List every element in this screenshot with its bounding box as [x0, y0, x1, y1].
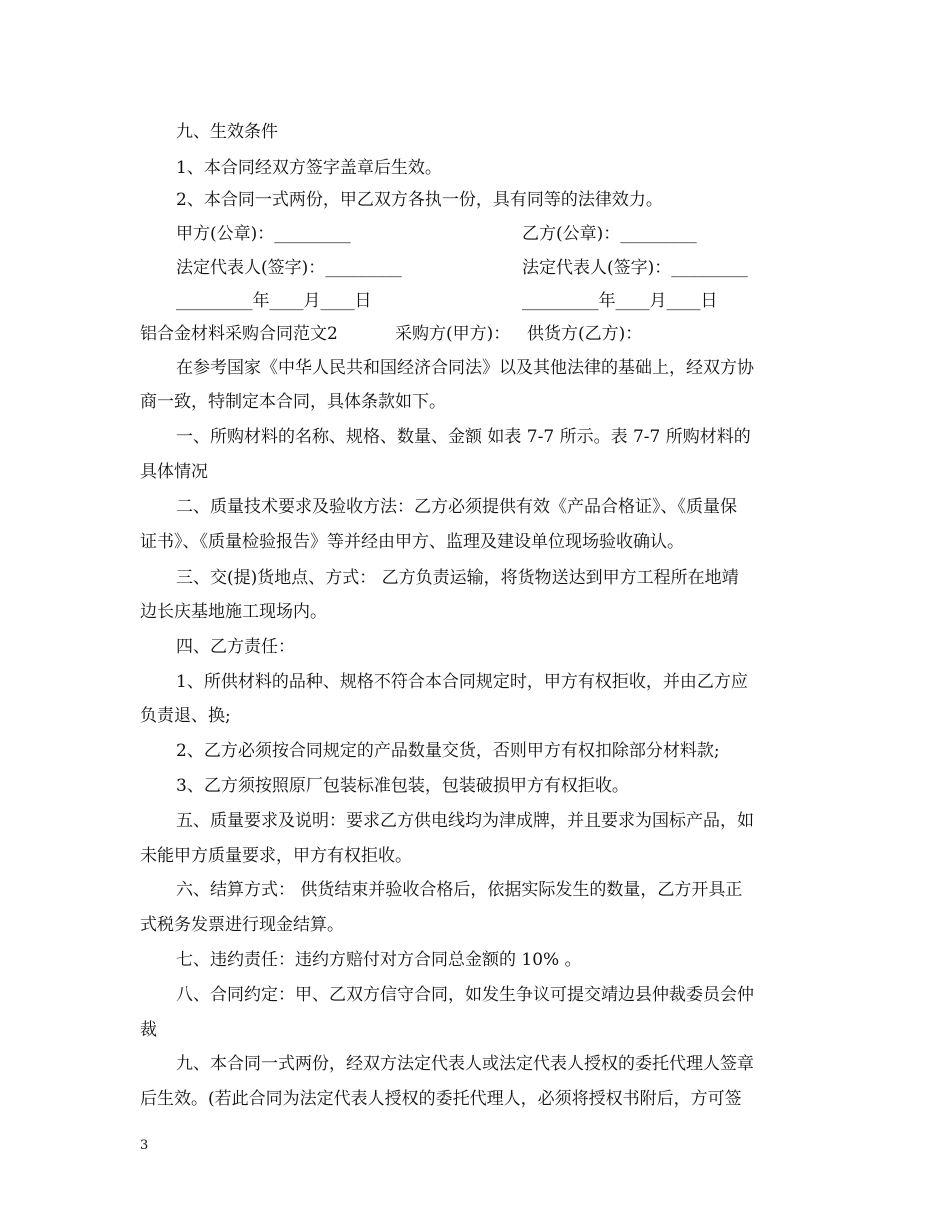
text-line: 1、所供材料的品种、规格不符合本合同规定时，甲方有权拒收，并由乙方应: [176, 672, 748, 692]
text-line: 九、生效条件: [176, 122, 278, 142]
text-line: 七、违约责任：违约方赔付对方合同总金额的 10% 。: [176, 950, 582, 970]
page-number: 3: [140, 1138, 149, 1153]
date-line-party-b: _________年____月____日: [522, 291, 718, 311]
text-line: 二、质量技术要求及验收方法：乙方必须提供有效《产品合格证》、《质量保: [176, 497, 737, 517]
text-line: 未能甲方质量要求，甲方有权拒收。: [140, 846, 412, 866]
text-line: 负责退、换;: [140, 706, 231, 726]
text-line: 四、乙方责任：: [176, 637, 295, 657]
signature-line-party-a-rep: 法定代表人(签字)：_________: [176, 258, 402, 278]
signature-line-party-b-seal: 乙方(公章)：_________: [522, 224, 697, 244]
text-line: 后生效。(若此合同为法定代表人授权的委托代理人，必须将授权书附后，方可签: [140, 1089, 742, 1109]
text-line: 八、合同约定：甲、乙双方信守合同，如发生争议可提交靖边县仲裁委员会仲: [176, 985, 754, 1005]
supplier-label: 供货方(乙方)：: [527, 324, 643, 344]
text-line: 2、乙方必须按合同规定的产品数量交货，否则甲方有权扣除部分材料款;: [176, 741, 720, 761]
section-title: 铝合金材料采购合同范文2: [140, 324, 338, 344]
text-line: 证书》、《质量检验报告》等并经由甲方、监理及建设单位现场验收确认。: [140, 532, 684, 552]
text-line: 3、乙方须按照原厂包装标准包装，包装破损甲方有权拒收。: [176, 776, 629, 796]
text-line: 五、质量要求及说明：要求乙方供电线均为津成牌，并且要求为国标产品，如: [176, 811, 754, 831]
signature-line-party-b-rep: 法定代表人(签字)：_________: [522, 258, 748, 278]
text-line: 边长庆基地施工现场内。: [140, 602, 327, 622]
text-line: 裁: [140, 1020, 157, 1040]
text-line: 商一致，特制定本合同，具体条款如下。: [140, 392, 446, 412]
text-line: 2、本合同一式两份，甲乙双方各执一份，具有同等的法律效力。: [176, 190, 663, 210]
signature-line-party-a-seal: 甲方(公章)：_________: [176, 224, 351, 244]
text-line: 六、结算方式： 供货结束并验收合格后，依据实际发生的数量，乙方开具正: [176, 880, 743, 900]
text-line: 在参考国家《中华人民共和国经济合同法》以及其他法律的基础上，经双方协: [176, 358, 754, 378]
text-line: 式税务发票进行现金结算。: [140, 915, 344, 935]
text-line: 1、本合同经双方签字盖章后生效。: [176, 158, 442, 178]
date-line-party-a: _________年____月____日: [176, 291, 372, 311]
buyer-label: 采购方(甲方)：: [395, 324, 511, 344]
text-line: 一、所购材料的名称、规格、数量、金额 如表 7-7 所示。表 7-7 所购材料的: [176, 427, 751, 447]
text-line: 具体情况: [140, 462, 208, 482]
text-line: 九、本合同一式两份，经双方法定代表人或法定代表人授权的委托代理人签章: [176, 1054, 754, 1074]
text-line: 三、交(提)货地点、方式： 乙方负责运输，将货物送达到甲方工程所在地靖: [176, 568, 739, 588]
